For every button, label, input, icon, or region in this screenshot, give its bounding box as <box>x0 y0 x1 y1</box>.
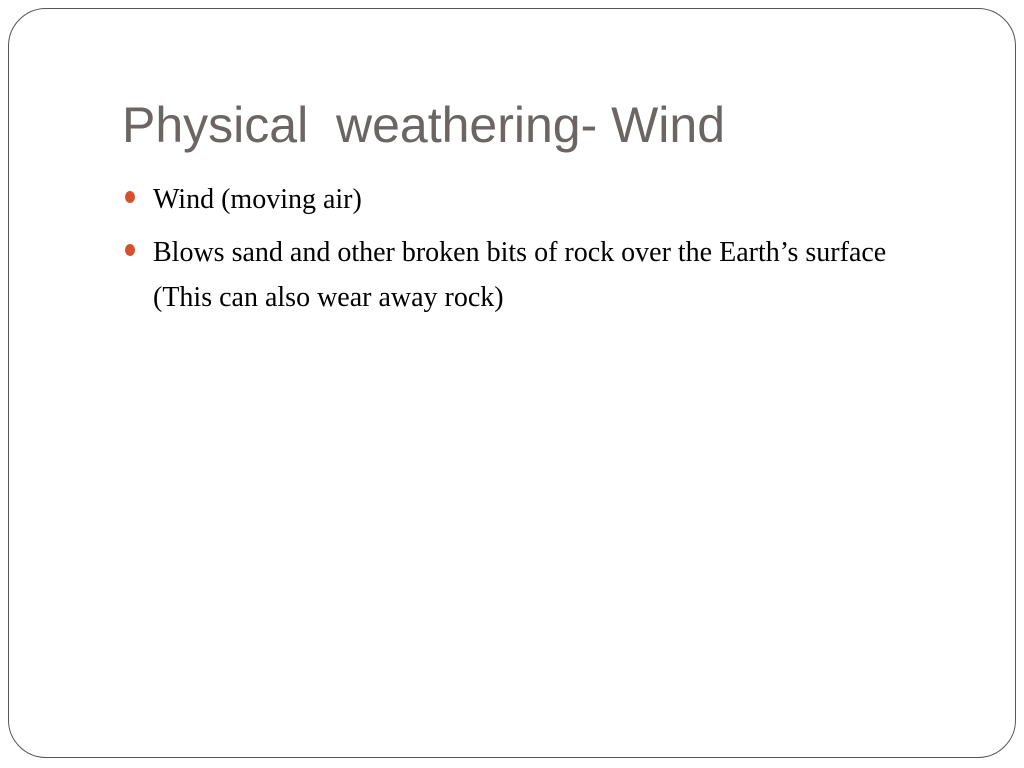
bullet-item <box>123 177 923 222</box>
bullet-dot-icon <box>125 244 135 256</box>
bullet-dot-icon <box>125 191 135 203</box>
bullet-item <box>123 230 923 320</box>
bullet-text: Wind (moving air) <box>153 184 362 215</box>
bullet-text: Blows sand and other broken bits of rock over the Earth’s surface (This can also wear away rock) <box>153 237 887 313</box>
slide-frame <box>8 8 1016 758</box>
bullet-list <box>123 177 923 328</box>
slide-title: Physical weathering- Wind <box>122 97 726 153</box>
